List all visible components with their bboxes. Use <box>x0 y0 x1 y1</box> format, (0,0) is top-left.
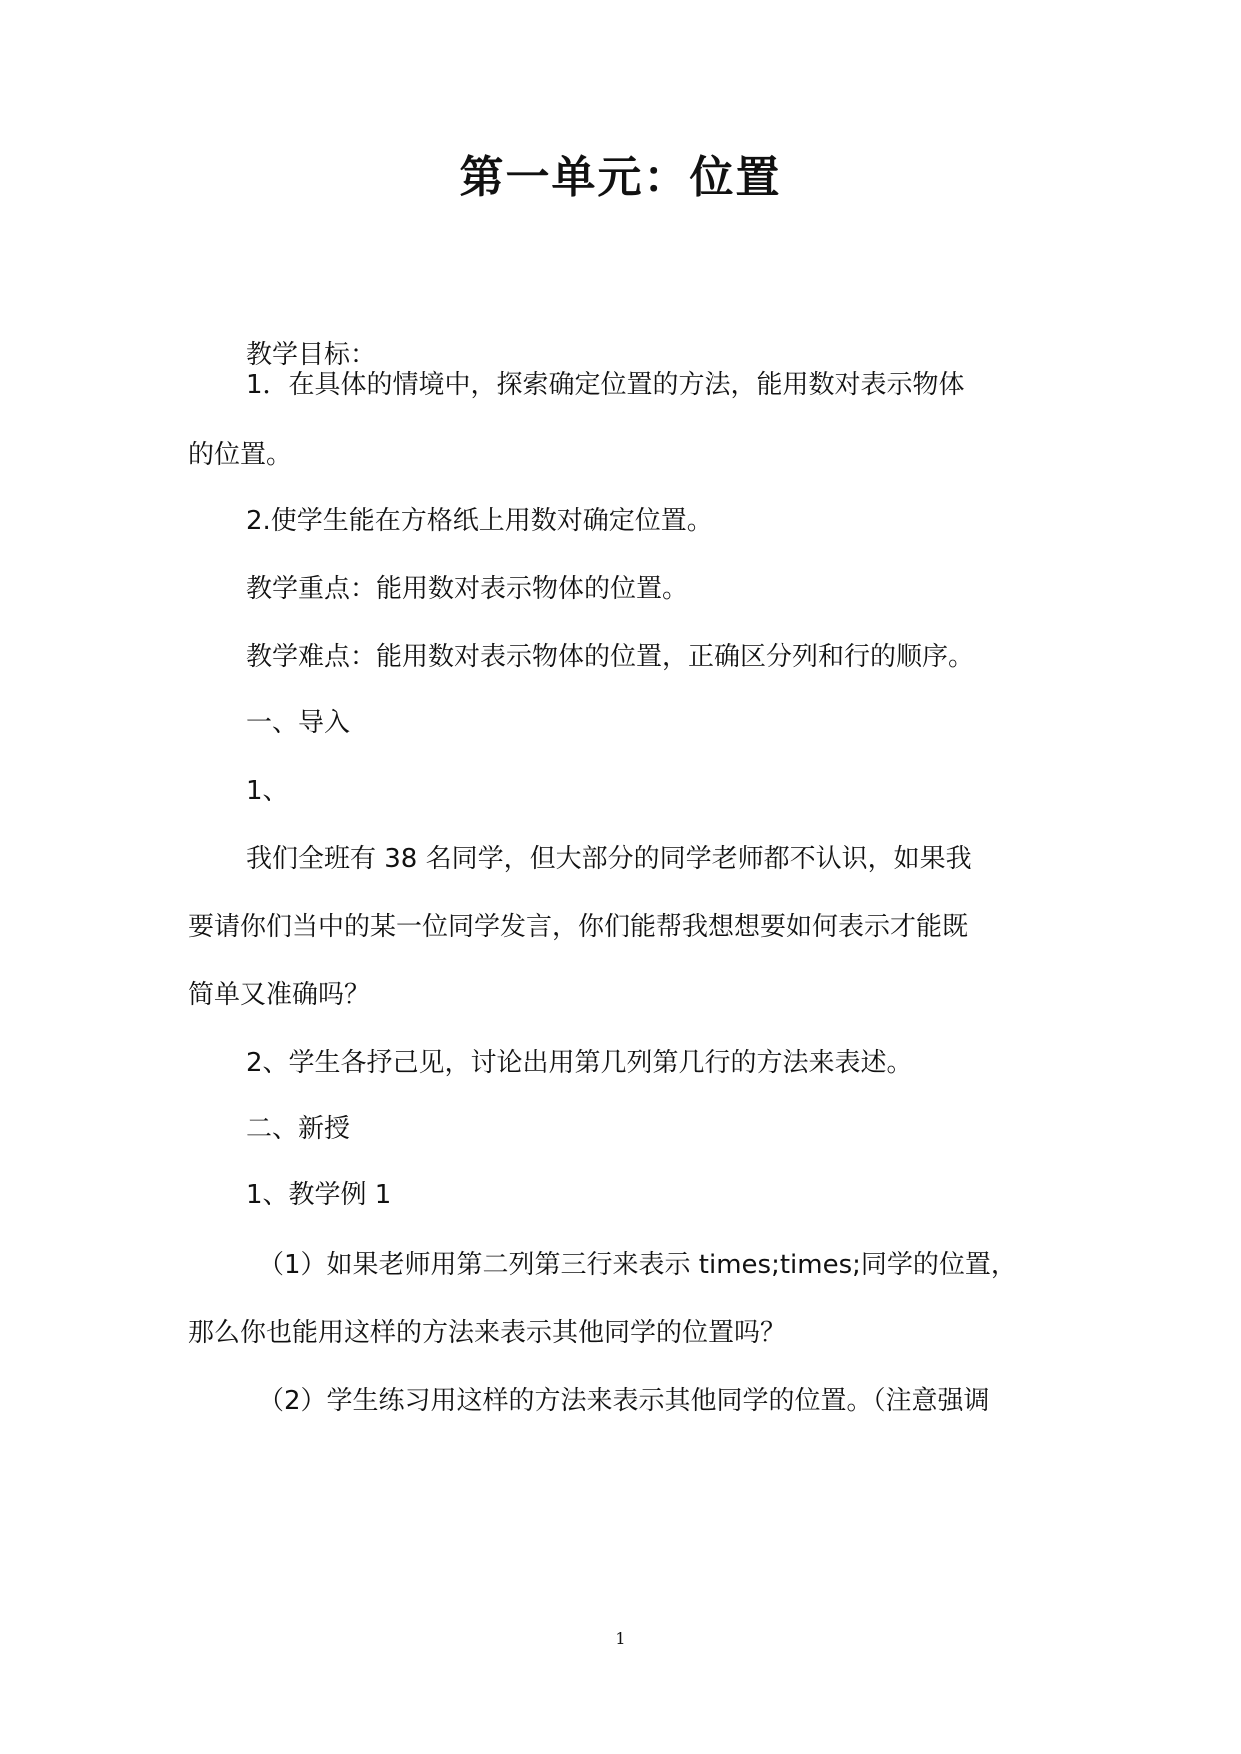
paragraph-step-1: （1）如果老师用第二列第三行来表示 times;times;同学的位置， <box>258 1250 1017 1280</box>
paragraph-class-question-continued: 要请你们当中的某一位同学发言，你们能帮我想想要如何表示才能既 <box>188 912 969 942</box>
paragraph-objectives-heading: 教学目标： <box>246 340 377 370</box>
list-item-number-1: 1、 <box>246 776 289 806</box>
paragraph-class-question: 我们全班有 38 名同学，但大部分的同学老师都不认识，如果我 <box>246 844 972 874</box>
list-item-example-1: 1、教学例 1 <box>246 1180 392 1210</box>
paragraph-step-1-continued: 那么你也能用这样的方法来表示其他同学的位置吗？ <box>188 1318 787 1348</box>
paragraph-objective-2: 2.使学生能在方格纸上用数对确定位置。 <box>246 506 713 536</box>
paragraph-objective-1: 1．在具体的情境中，探索确定位置的方法，能用数对表示物体 <box>246 370 965 400</box>
page-number: 1 <box>615 1629 626 1648</box>
paragraph-key-point: 教学重点：能用数对表示物体的位置。 <box>246 574 689 604</box>
paragraph-difficulty: 教学难点：能用数对表示物体的位置，正确区分列和行的顺序。 <box>246 642 975 672</box>
section-heading-new-lesson: 二、新授 <box>246 1114 351 1144</box>
page-title: 第一单元：位置 <box>459 152 782 203</box>
paragraph-class-question-end: 简单又准确吗？ <box>188 980 371 1010</box>
paragraph-step-2: （2）学生练习用这样的方法来表示其他同学的位置。（注意强调 <box>258 1386 990 1416</box>
list-item-number-2: 2、学生各抒己见，讨论出用第几列第几行的方法来表述。 <box>246 1048 913 1078</box>
paragraph-objective-1-continued: 的位置。 <box>188 440 293 470</box>
section-heading-intro: 一、导入 <box>246 708 351 738</box>
